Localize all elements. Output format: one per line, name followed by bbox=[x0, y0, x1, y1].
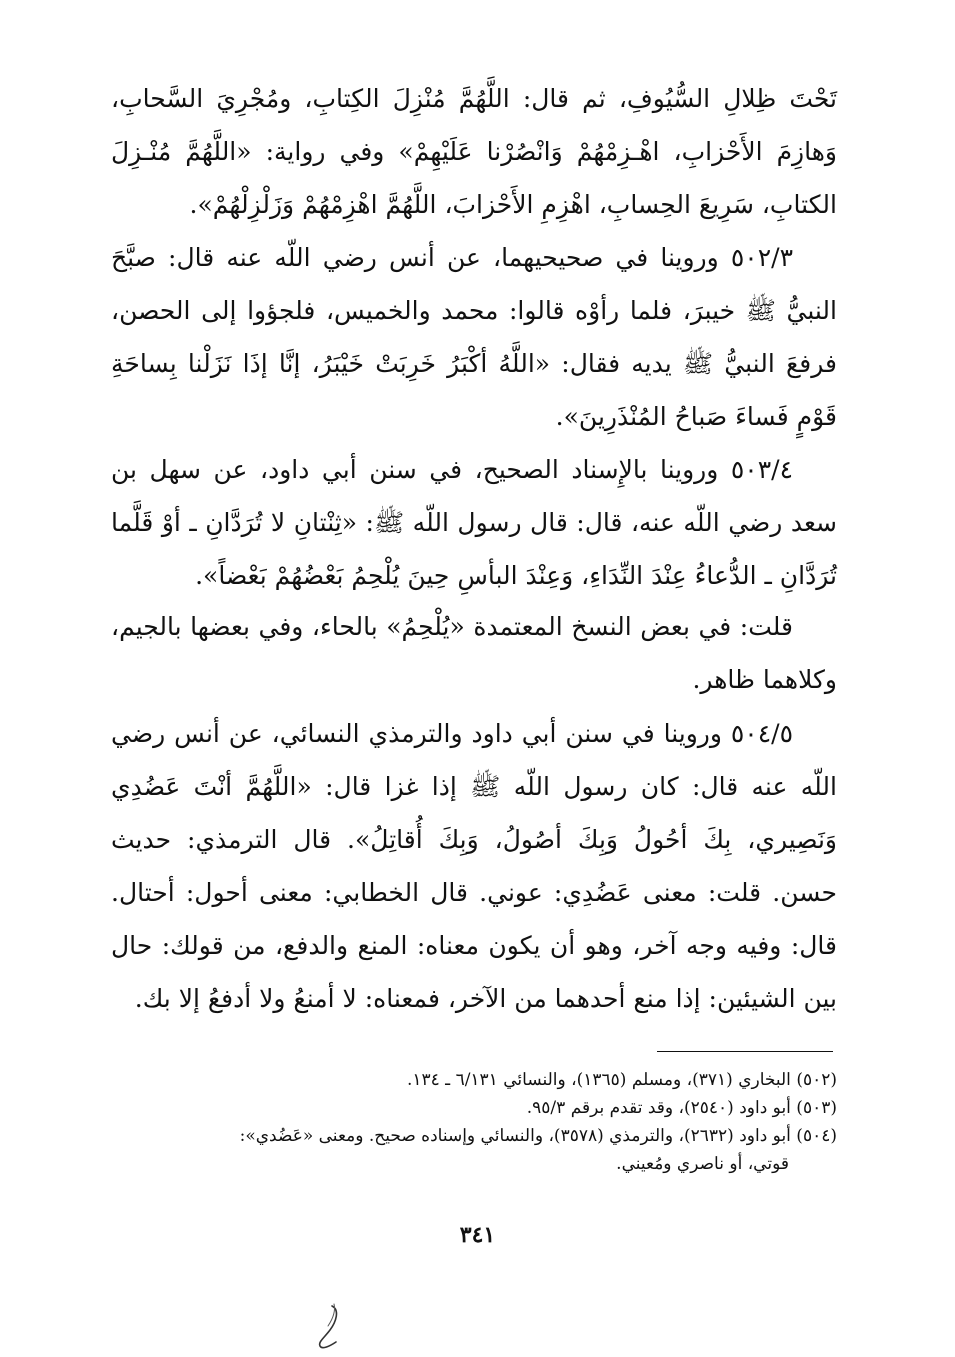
footnote-504: (٥٠٤) أبو داود (٢٦٣٢)، والترمذي (٣٥٧٨)، والنسائي وإسناده صحيح. ومعنى «عَضُدي»: bbox=[239, 1126, 837, 1146]
paragraph-hadith-502: ٥٠٢/٣ وروينا في صحيحيهما، عن أنس رضي اللّه عنه قال: صبَّحَ النبيُّ ﷺ خيبرَ، فلما رأوْه قالوا: محمد والخميس، فلجؤوا إلى الحصن، فرفعَ النبيُّ ﷺ يديه فقال: «اللَّهُ أكْبَرُ خَرِبَتْ خَيْبَرُ، إنَّا إذَا نَزَلْنا بِساحَةِ قَوْمٍ فَساءَ صَباحُ المُنْذَرِينَ». bbox=[111, 243, 837, 431]
paragraph-continuation: تَحْتَ ظِلالِ السُّيُوفِ، ثم قال: اللَّهُمَّ مُنْزِلَ الكِتابِ، ومُجْرِيَ السَّحابِ، وَهازِمَ الأَحْزابِ، اهْـزِمْهُمْ وَانْصُرْنا عَلَيْهِمْ» وفي رواية: «اللَّهُمَّ مُنْـزِلَ الكتابِ، سَرِيعَ الحِسابِ، اهْزِمِ الأَحْزابَ، اللَّهُمَّ اهْزِمْهُمْ وَزَلْزِلْهُمْ». bbox=[111, 84, 837, 219]
body-text-hadith-503 bbox=[111, 443, 837, 602]
pen-mark bbox=[310, 1302, 350, 1352]
body-text-hadith-504 bbox=[111, 707, 837, 1025]
paragraph-hadith-503: ٥٠٣/٤ وروينا بالإِسناد الصحيح، في سنن أبي داود، عن سهل بن سعد رضي اللّه عنه، قال: قال رسول اللّه ﷺ: «ثِنْتانِ لا تُرَدَّانِ ـ أوْ قَلَّما تُرَدَّانِ ـ الدُّعاءُ عِنْدَ النِّدَاءِ، وَعِنْدَ البأسِ حِينَ يُلْحِمُ بَعْضُهُمْ بَعْضاً». bbox=[111, 455, 837, 590]
body-text-note bbox=[111, 600, 837, 706]
body-text-hadith-502 bbox=[111, 231, 837, 443]
paragraph-note: قلت: في بعض النسخ المعتمدة «يُلْحِمُ» بالحاء، وفي بعضها بالجيم، وكلاهما ظاهر. bbox=[111, 612, 837, 694]
footnotes bbox=[117, 1066, 837, 1178]
footnote-separator bbox=[657, 1051, 833, 1052]
footnote-502: (٥٠٢) البخاري (٣٧١)، ومسلم (١٣٦٥)، والنسائي ٦/١٣١ ـ ١٣٤. bbox=[406, 1070, 837, 1090]
footnote-504-continuation: قوتي، أو ناصري ومُعيني. bbox=[616, 1154, 789, 1174]
body-text-top bbox=[111, 72, 837, 231]
page-number: ٣٤١ bbox=[459, 1222, 496, 1248]
paragraph-hadith-504: ٥٠٤/٥ وروينا في سنن أبي داود والترمذي النسائي، عن أنس رضي اللّه عنه قال: كان رسول اللّه ﷺ إذا غزا قال: «اللَّهُمَّ أنْتَ عَضُدِي وَنَصِيري، بِكَ أحُولُ وَبِكَ أصُولُ، وَبِكَ أُقاتِلُ». قال الترمذي: حديث حسن. قلت: معنى عَضُدِي: عوني. قال الخطابي: معنى أحول: أحتال. قال: وفيه وجه آخر، وهو أن يكون معناه: المنع والدفع، من قولك: حال بين الشيئين: إذا منع أحدهما من الآخر، فمعناه: لا أمنعُ ولا أدفعُ إلا بك. bbox=[111, 719, 837, 1013]
footnote-503: (٥٠٣) أبو داود (٢٥٤٠)، وقد تقدم برقم ٩٥/٣. bbox=[526, 1098, 837, 1118]
